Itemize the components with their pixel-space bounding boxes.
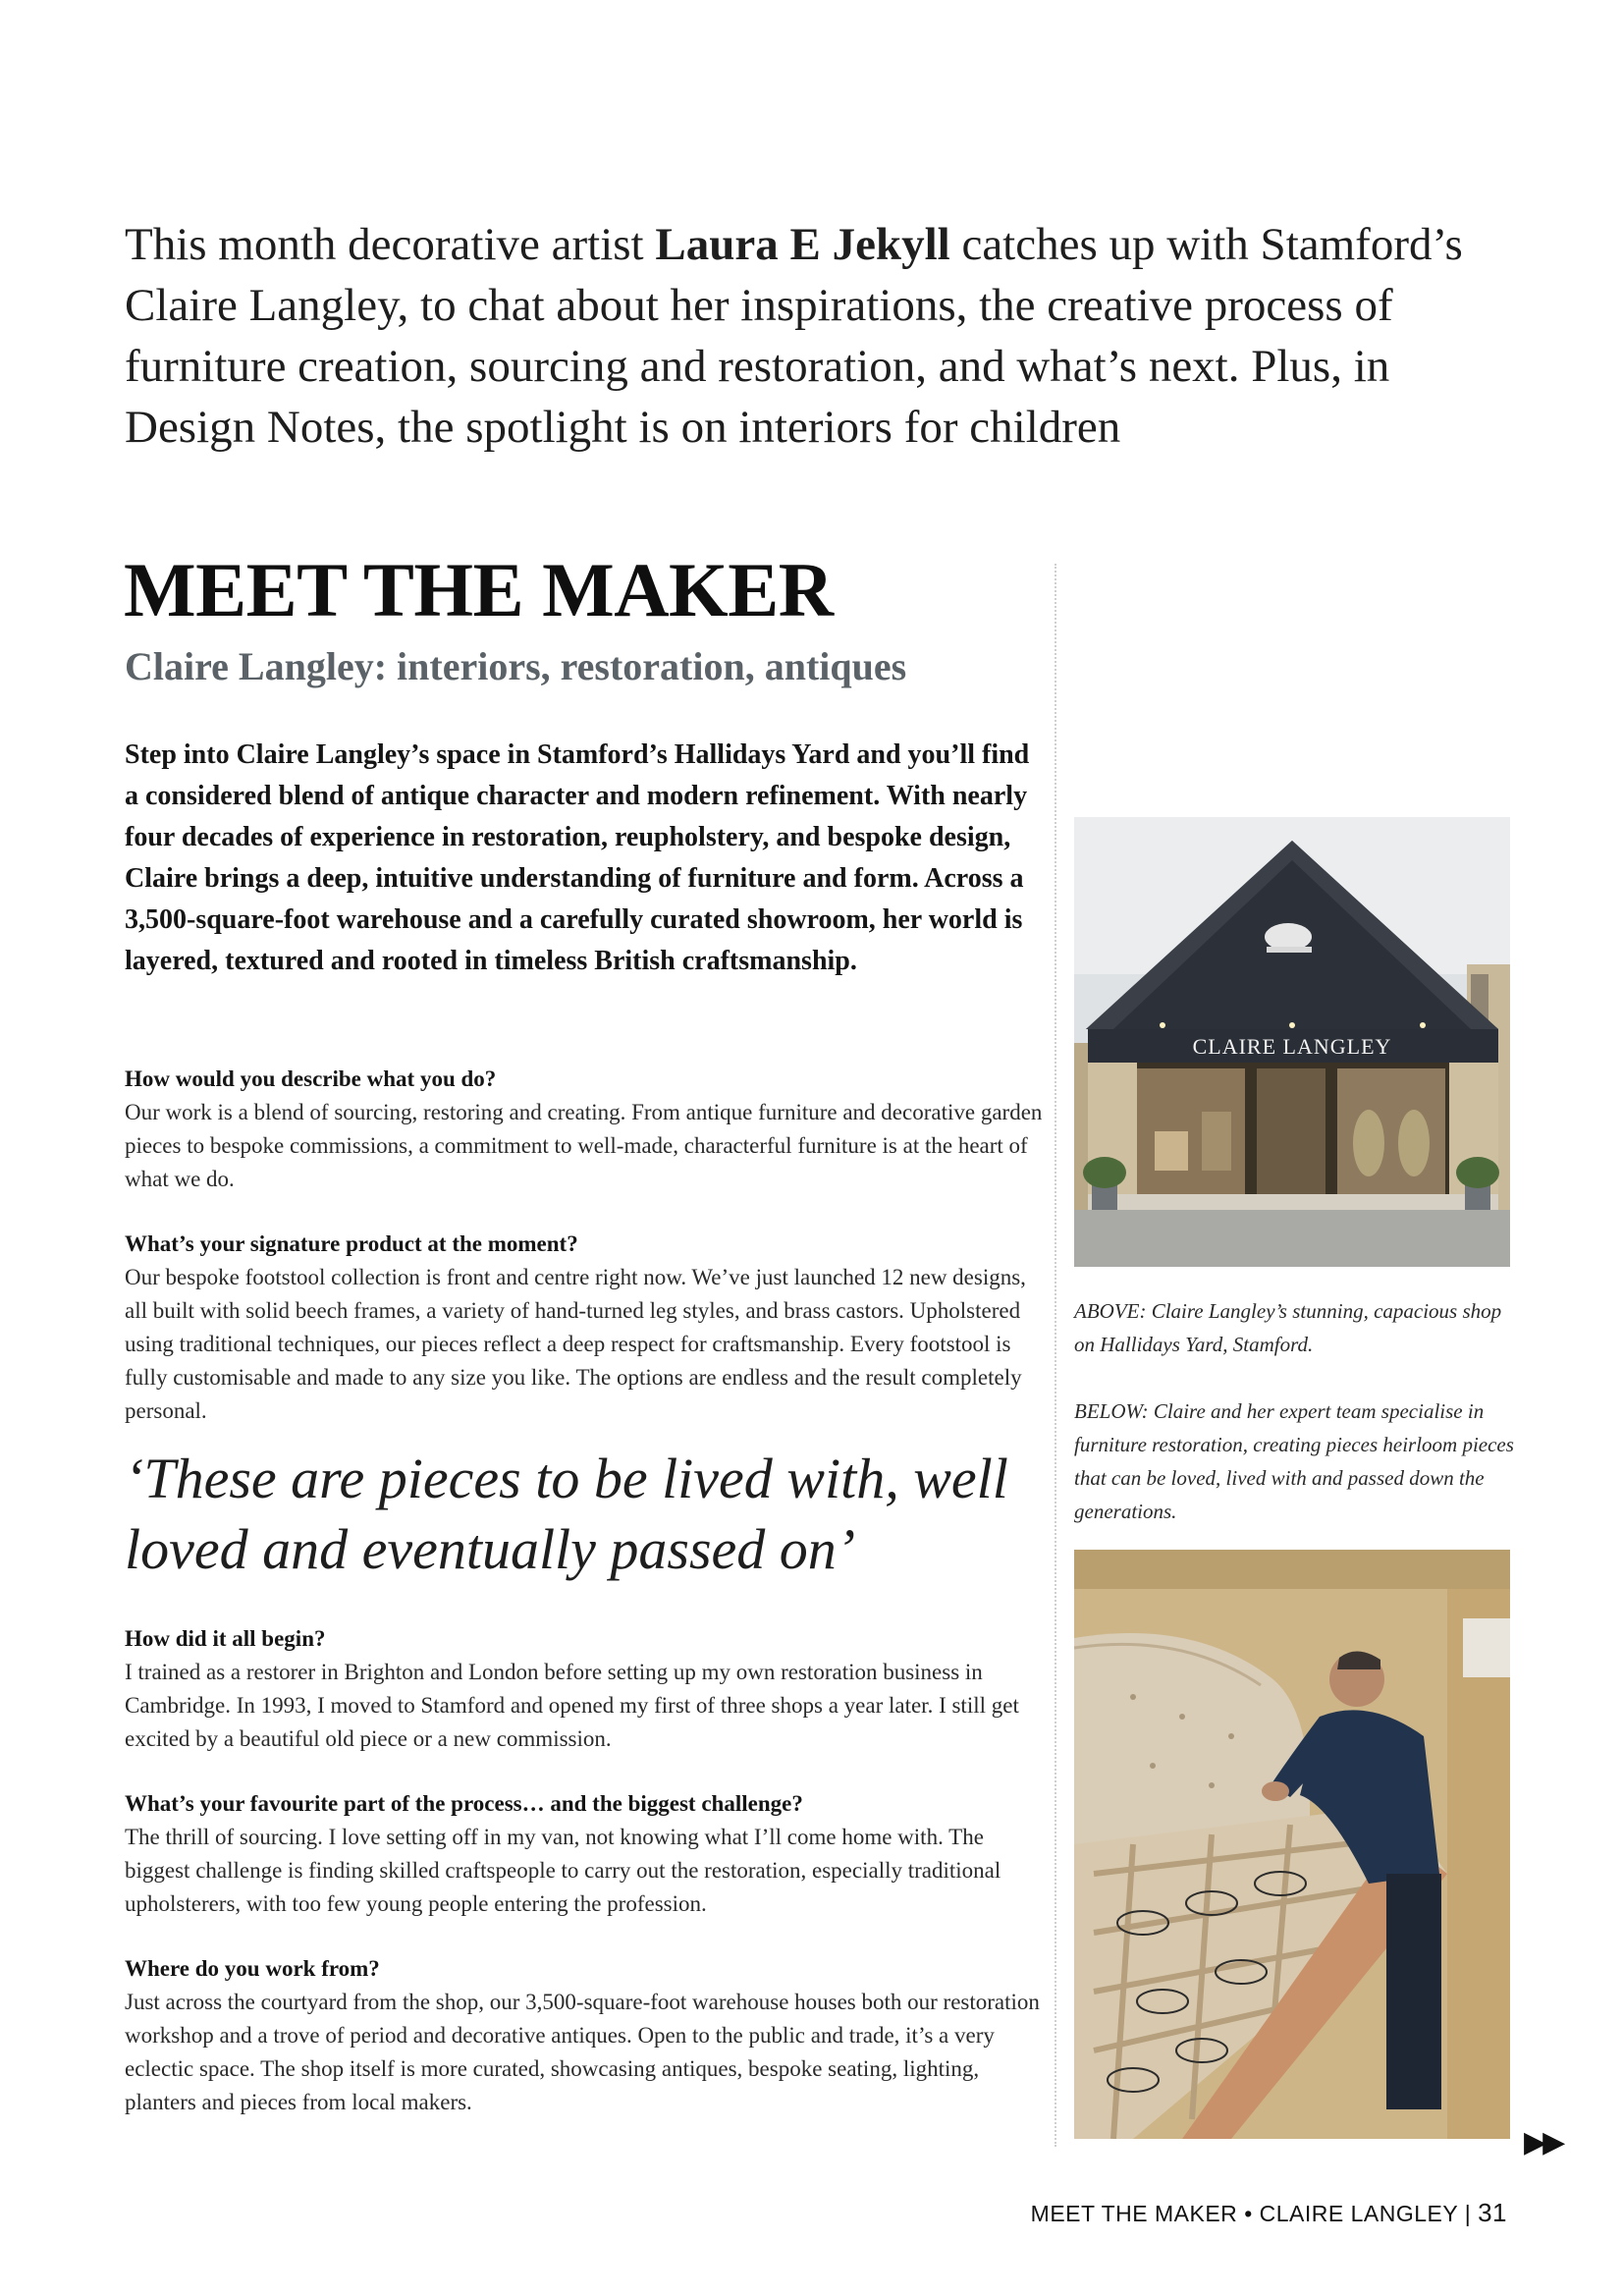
question: What’s your favourite part of the process… and the biggest challenge? <box>125 1791 803 1816</box>
answer: I trained as a restorer in Brighton and London before setting up my own restoration business in Cambridge. In 1993, I moved to Stamford and opened my first of three shops a year later. I still get excited by a beautiful old piece or a new commission. <box>125 1660 1019 1751</box>
workshop-photo <box>1074 1550 1510 2139</box>
question: How did it all begin? <box>125 1626 326 1651</box>
answer: The thrill of sourcing. I love setting off in my van, not knowing what I’ll come home with. The biggest challenge is finding skilled craftspeople to carry out the restoration, especially traditional upholsterers, with too few young people entering the profession. <box>125 1825 1001 1916</box>
question: How would you describe what you do? <box>125 1066 497 1091</box>
lede-paragraph: Step into Claire Langley’s space in Stamford’s Hallidays Yard and you’ll find a considered blend of antique character and modern refinement. With nearly four decades of experience in restoration, reupholstery, and bespoke design, Claire brings a deep, intuitive understanding of furniture and form. Across a 3,500-square-foot warehouse and a carefully curated showroom, her world is layered, textured and rooted in timeless British craftsmanship. <box>125 739 1030 976</box>
footer-section: MEET THE MAKER <box>1030 2201 1238 2226</box>
intro-paragraph <box>125 214 1499 458</box>
pull-quote: ‘These are pieces to be lived with, well loved and eventually passed on’ <box>125 1447 1008 1581</box>
page-subheading: Claire Langley: interiors, restoration, antiques <box>125 644 907 688</box>
answer: Our work is a blend of sourcing, restoring and creating. From antique furniture and decorative garden pieces to bespoke commissions, a commitment to well-made, characterful furniture is at the heart of what we do. <box>125 1100 1043 1191</box>
shop-photo <box>1074 817 1510 1267</box>
answer: Just across the courtyard from the shop, our 3,500-square-foot warehouse houses both our restoration workshop and a trove of period and decorative antiques. Open to the public and trade, it’s a very eclectic space. The shop itself is more curated, showcasing antiques, bespoke seating, lighting, planters and pieces from local makers. <box>125 1990 1040 2114</box>
page-headline: MEET THE MAKER <box>124 547 834 632</box>
footer-name: CLAIRE LANGLEY <box>1259 2201 1458 2226</box>
footer-separator: • <box>1244 2201 1253 2226</box>
page-number: 31 <box>1478 2198 1507 2227</box>
qa-block <box>125 1787 1048 1921</box>
question: Where do you work from? <box>125 1956 380 1981</box>
qa-block <box>125 1228 1048 1428</box>
next-page-arrow-icon: ▶▶ <box>1524 2125 1562 2159</box>
answer: Our bespoke footstool collection is front and centre right now. We’ve just launched 12 new designs, all built with solid beech frames, a variety of hand-turned leg styles, and brass castors. Upholstered using traditional techniques, our pieces reflect a deep respect for craftsmanship. Every footstool is fully customisable and made to any size you like. The options are endless and the result completely personal. <box>125 1265 1026 1423</box>
question: What’s your signature product at the moment? <box>125 1231 578 1256</box>
qa-block <box>125 1622 1048 1756</box>
lion-emblem-icon <box>1265 923 1312 953</box>
page-footer <box>1031 2198 1507 2228</box>
intro-part-2: catches up with Stamford’s Claire Langley, to chat about her inspirations, the creative process of furniture creation, sourcing and restoration, and what’s next. Plus, in Design Notes, the spotlight is on interiors for children <box>125 219 1463 453</box>
intro-part-1: This month decorative artist <box>125 219 656 270</box>
column-divider <box>1055 564 1056 2147</box>
footer-bar: | <box>1464 2201 1472 2226</box>
caption-above: ABOVE: Claire Langley’s stunning, capacious shop on Hallidays Yard, Stamford. <box>1074 1299 1502 1356</box>
shop-sign-text: CLAIRE LANGLEY <box>1192 1034 1392 1059</box>
caption-below: BELOW: Claire and her expert team specialise in furniture restoration, creating pieces heirloom pieces that can be loved, lived with and passed down the generations. <box>1074 1399 1514 1523</box>
qa-block <box>125 1952 1048 2119</box>
intro-author: Laura E Jekyll <box>655 219 950 270</box>
qa-block <box>125 1063 1048 1196</box>
